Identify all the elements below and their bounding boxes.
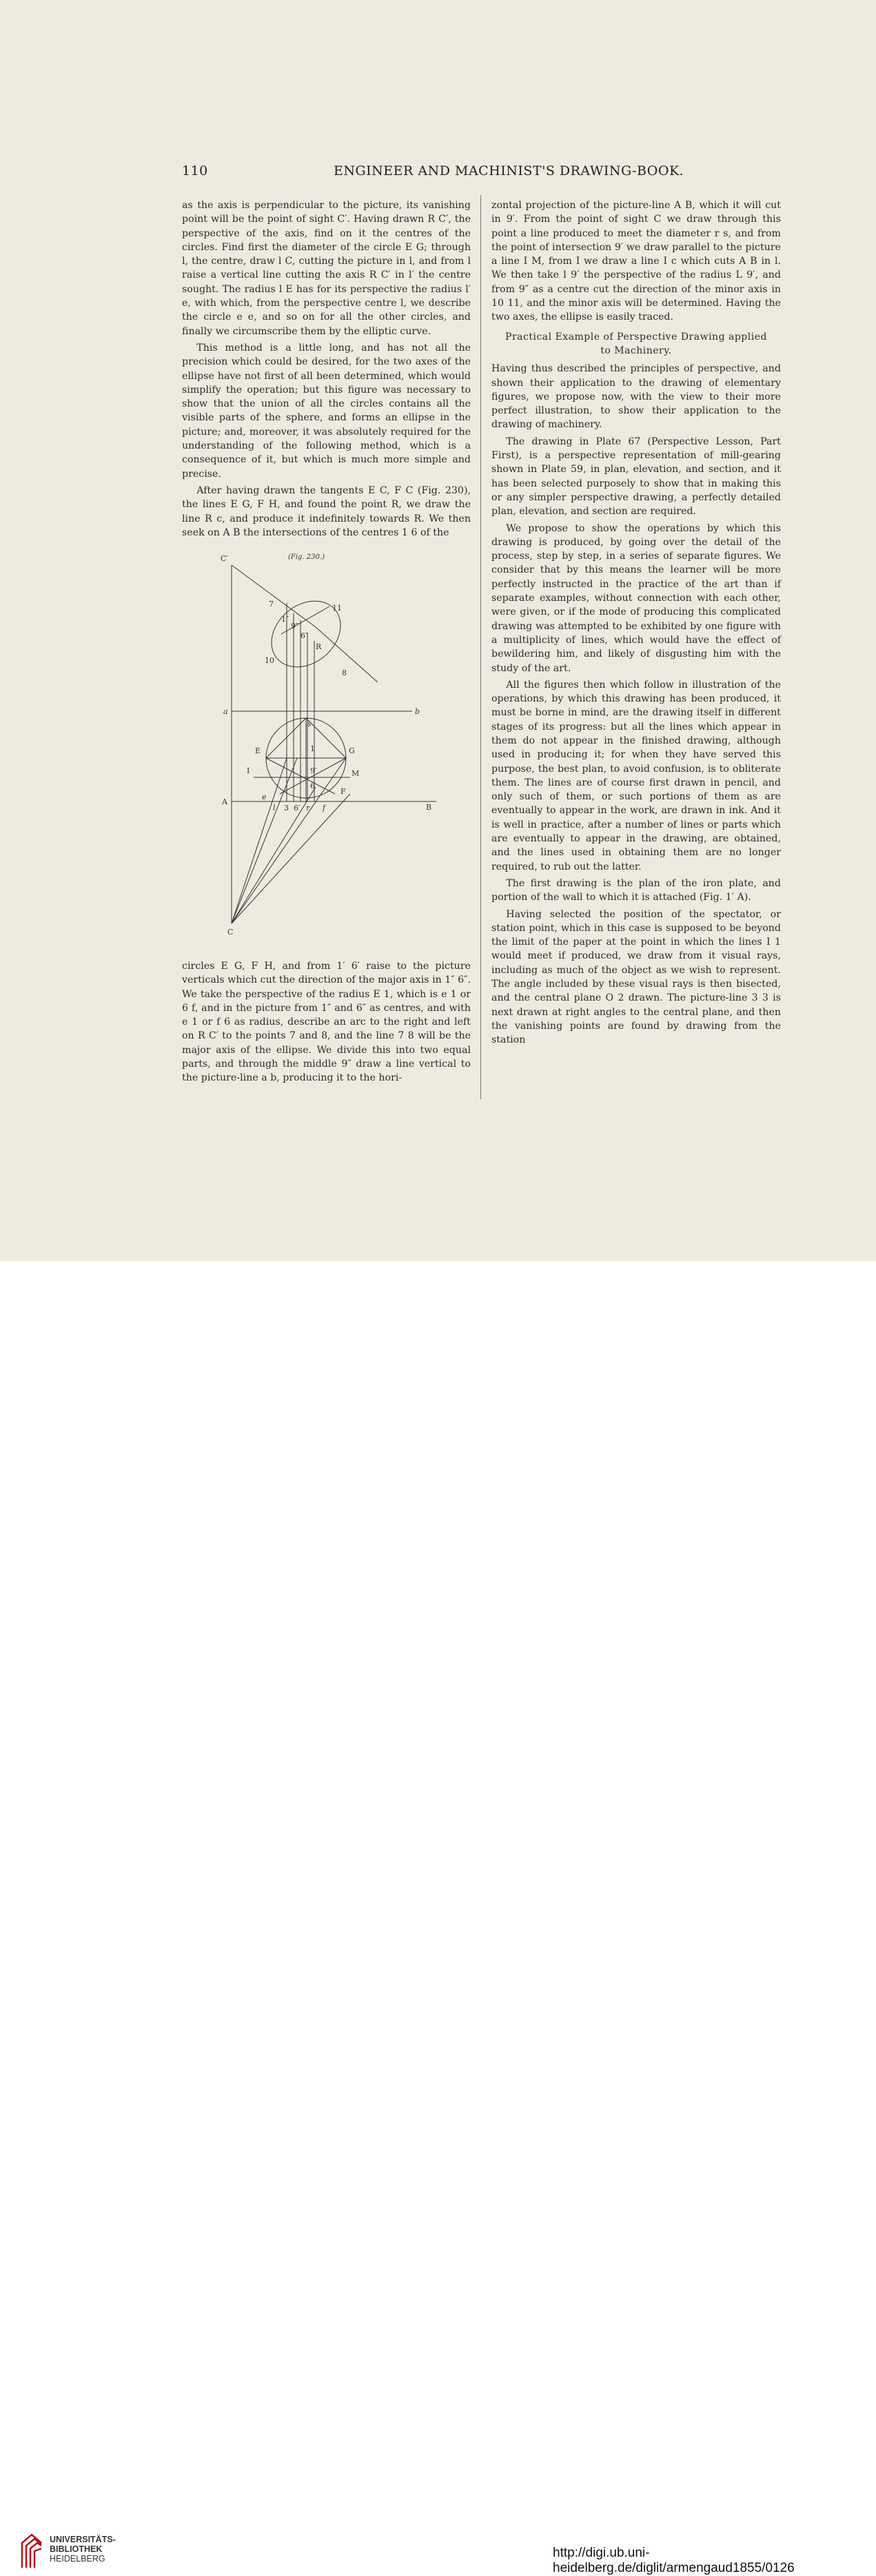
library-line: BIBLIOTHEK: [50, 2544, 103, 2554]
running-title: ENGINEER AND MACHINIST'S DRAWING-BOOK.: [334, 163, 684, 178]
axis-line: [232, 565, 316, 627]
label: 6″: [301, 631, 309, 640]
library-line: UNIVERSITÄTS-: [50, 2535, 116, 2544]
page-number: 110: [182, 163, 208, 178]
label: 11: [332, 604, 342, 613]
visual-ray: [232, 758, 297, 923]
university-library-logo-icon: [19, 2531, 44, 2570]
label: 8: [342, 668, 347, 677]
label: 3: [284, 804, 289, 812]
label: 6: [310, 781, 315, 790]
paragraph: Having selected the position of the spectator, or station point, which in this case is supposed to be beyond the limit of the paper at the point in which the lines I 1 would meet if produced, we draw from it visual rays, including as much of the object as we wish to represent. The angle included by these visual rays is then bisected, and the central plane O 2 drawn. The picture-line 3 3 is next drawn at right angles to the central plane, and then the vanishing points are found by drawing from the station: [491, 908, 781, 1046]
paragraph: This method is a little long, and has not all the precision which could be desired, for the two axes of the ellipse have not first of all been determined, which would simplify the operation; but this figure was necessary to show that the union of all the circles contains all the visible parts of the sphere, and forms an ellipse in the picture; and, moreover, it was absolutely required for the understanding of the following method, which is a consequence of it, but which is much more simple and precise.: [182, 342, 471, 480]
construction-line: [266, 718, 306, 758]
label: e: [262, 793, 267, 801]
axis-line: [316, 627, 378, 682]
label: 9′: [310, 766, 317, 775]
column-divider: [480, 195, 481, 1099]
label: I: [247, 766, 250, 775]
label: G: [349, 746, 355, 755]
label: C: [227, 928, 234, 937]
label: B: [426, 803, 432, 812]
label: 7: [269, 600, 274, 609]
paragraph: The drawing in Plate 67 (Perspective Lesson, Part First), is a perspective representation of mill-gearing shown in Plate 59, in plan, elevation, and section, and it has been selected purposely to show that in making this or any simpler perspective drawing, a perfectly detailed plan, elevation, and section are required.: [491, 436, 781, 518]
paragraph: circles E G, F H, and from 1′ 6′ raise to the picture verticals which cut the direction of the major axis in 1″ 6″. We take the perspective of the radius E 1, which is e 1 or 6 f, and in the picture from 1″ and 6″ as centres, and with e 1 or f 6 as radius, describe an arc to the right and left on R C′ to the points 7 and 8, and the line 7 8 will be the major axis of the ellipse. We divide this into two equal parts, and through the middle 9″ draw a line vertical to the picture-line a b, producing it to the hori-: [182, 961, 471, 1084]
section-heading-line1: Practical Example of Perspective Drawing applied: [505, 331, 767, 343]
label: F: [340, 787, 346, 796]
running-header: [182, 163, 786, 184]
left-column-bottom: [182, 959, 471, 1088]
visual-ray: [232, 758, 346, 923]
paragraph: We propose to show the operations by which this drawing is produced, by going over the detail of the process, step by step, in a series of separate figures. We consider that by this means the learner will be more perfectly instructed in the practice of the art than if separate examples, without connection with each other, were given, or if the mode of producing this complicated drawing was attempted to be exhibited by one figure with a multiplicity of lines, which would have the effect of bewildering him, and likely of disgusting him with the study of the art.: [491, 522, 781, 674]
label: E: [255, 746, 261, 755]
paragraph: zontal projection of the picture-line A B, which it will cut in 9′. From the point of sight C we draw through this point a line produced to meet the diameter r s, and from the point of intersection 9′ we draw parallel to the picture a line I M, from I we draw a line I c which cuts A B in l. We then take l 9′ the perspective of the radius L 9′, and from 9″ as a centre cut the direction of the minor axis in 10 11, and the minor axis will be determined. Having the two axes, the ellipse is easily traced.: [491, 200, 781, 323]
label: b: [415, 707, 420, 716]
paragraph: The first drawing is the plan of the iron plate, and portion of the wall to which it is attached (Fig. 1′ A).: [491, 877, 781, 903]
label: r: [306, 804, 310, 812]
paragraph: as the axis is perpendicular to the picture, its vanishing point will be the point of sight C′. Having drawn R C′, the perspective of the axis, find on it the centres of the circles. Find first the diameter of the circle E G; through l, the centre, draw l C, cutting the picture in l, and from l raise a vertical line cutting the axis R C′ in l′ the centre sought. The radius l E has for its perspective the radius l′ e, with which, from the perspective centre l, we describe the circle e e, and so on for all the other circles, and finally we circumscribe them by the elliptic curve.: [182, 200, 471, 337]
label: 9″: [291, 622, 299, 631]
label: A: [222, 797, 227, 806]
label: l: [273, 804, 276, 812]
label: f: [323, 804, 326, 812]
paragraph: After having drawn the tangents E C, F C (Fig. 230), the lines E G, F H, and found the point R, we draw the line R c, and produce it indefinitely towards R. We then seek on A B the intersections of the centres 1 6 of the: [182, 484, 471, 538]
library-name: [50, 2535, 116, 2564]
figure-230-diagram: [219, 551, 447, 958]
label: 1″: [281, 615, 289, 624]
label: M: [352, 769, 360, 778]
label: a: [223, 707, 228, 716]
permalink-url[interactable]: http://digi.ub.uni-heidelberg.de/diglit/armengaud1855/0126: [553, 2546, 795, 2575]
paragraph: Having thus described the principles of perspective, and shown their application to the drawing of elementary figures, we propose now, with the view to their more perfect illustration, to show their application to the drawing of machinery.: [491, 363, 781, 431]
label: 10: [265, 656, 274, 665]
left-column-top: [182, 198, 471, 542]
footer-bar: [0, 1261, 876, 2575]
label: 6′: [294, 804, 301, 812]
label: s: [307, 719, 312, 728]
figure-caption: (Fig. 230.): [288, 553, 325, 561]
book-page: [0, 0, 876, 1261]
visual-ray: [232, 794, 350, 923]
visual-ray: [232, 758, 287, 923]
label: R: [316, 642, 322, 651]
section-heading: [491, 330, 781, 358]
label: 1: [310, 744, 315, 753]
label: C′: [221, 554, 228, 563]
paragraph: All the figures then which follow in illustration of the operations, by which this drawing has been produced, it must be borne in mind, are the drawing itself in different stages of its progress: but all the lines which appear in them do not appear in the finished drawing, although used in producing it; for when they have served this purpose, the best plan, to avoid confusion, is to obliterate them. The lines are of course first drawn in pencil, and only such of them, or such portions of them as are eventually to appear in the work, are drawn in ink. And it is well in practice, after a number of lines or parts which are eventually to appear in the drawing, are obtained, and the lines used in obtaining them are no longer required, to rub out the latter.: [491, 679, 781, 872]
right-column: [491, 198, 781, 1050]
library-line: HEIDELBERG: [50, 2554, 105, 2564]
section-heading-line2: to Machinery.: [600, 345, 672, 356]
